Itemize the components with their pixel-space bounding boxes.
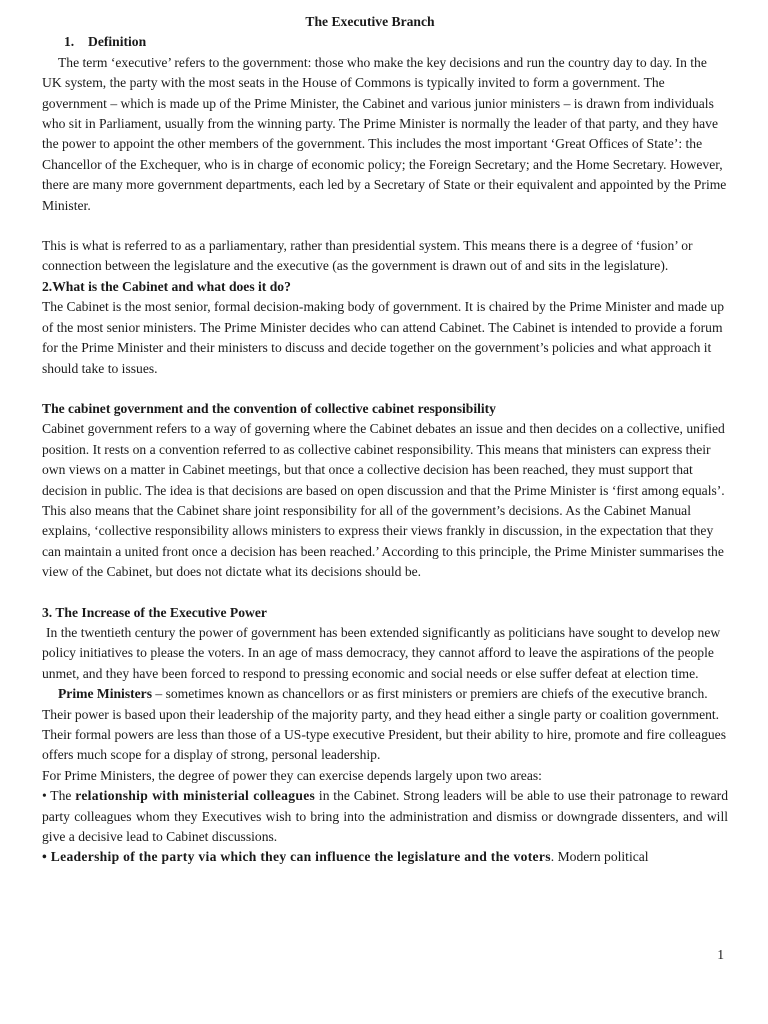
definition-paragraph: The term ‘executive’ refers to the government: those who make the key decisions and run the country day to day. In the UK system, the party with the most seats in the House of Commons is typically invited to form a government. The government – which is made up of the Prime Minister, the Cabinet and various junior ministers – is drawn from individuals who sit in Parliament, usually from the winning party. The Prime Minister is normally the leader of that party, and they have the power to appoint the other members of the government. This includes the most important ‘Great Offices of State’: the Chancellor of the Exchequer, who is in charge of economic policy; the Foreign Secretary; and the Home Secretary. However, there are many more government departments, each led by a Secretary of State or their equivalent and appointed by the Prime Minister. xyxy=(42,54,727,213)
bullet-ministerial-colleagues xyxy=(42,786,728,847)
prime-ministers-term: Prime Ministers xyxy=(58,686,152,702)
bullet-bold-text: relationship with ministerial colleagues xyxy=(75,788,316,804)
section-number: 1. xyxy=(64,34,75,50)
section-heading-definition xyxy=(42,32,728,52)
bullet-text: in the Cabinet. Strong leaders will be able to use their patronage to reward party colleagues whom they Executives wish to bring into the administration and dismiss or downgrade dissenters, and will give a decisive lead to Cabinet discussions. xyxy=(42,788,729,845)
two-areas-paragraph: For Prime Ministers, the degree of power they can exercise depends largely upon two areas: xyxy=(42,767,542,783)
executive-power-paragraph: In the twentieth century the power of government has been extended significantly as politicians have sought to develop new policy initiatives to please the voters. In an age of mass democracy, they cannot afford to leave the aspirations of the people unmet, and they have been forced to respond to pressing economic and social needs or else suffer defeat at election time. xyxy=(42,624,721,681)
bullet-prefix: • The xyxy=(42,788,76,804)
page-number: 1 xyxy=(717,947,724,962)
cabinet-paragraph: The Cabinet is the most senior, formal decision-making body of government. It is chaired by the Prime Minister and made up of the most senior ministers. The Prime Minister decides who can attend Cabinet. The Cabinet is intended to provide a forum for the Prime Minister and their ministers to discuss and decide together on the government’s policies and what approach it should take to issues. xyxy=(42,299,725,376)
subheading-collective-responsibility: The cabinet government and the convention of collective cabinet responsibility xyxy=(42,400,496,416)
bullet-bold-text: • Leadership of the party via which they can influence the legislature and the voters xyxy=(42,849,551,865)
prime-ministers-paragraph xyxy=(42,684,728,766)
bullet-text: . Modern political xyxy=(550,849,649,865)
document-page xyxy=(42,12,728,868)
collective-responsibility-paragraph: Cabinet government refers to a way of governing where the Cabinet debates an issue and then decides on a collective, unified position. It rests on a convention referred to as collective cabinet responsibility. This means that ministers can express their own views on a matter in Cabinet meetings, but that once a collective decision has been reached, they must support that decision in public. The idea is that decisions are based on open discussion and that the Prime Minister is ‘first among equals’. This also means that the Cabinet share joint responsibility for all of the government’s decisions. As the Cabinet Manual explains, ‘collective responsibility allows ministers to express their views frankly in discussion, in the expectation that they can maintain a united front once a decision has been reached.’ According to this principle, the Prime Minister summarises the view of the Cabinet, but does not dictate what its decisions should be. xyxy=(42,421,725,580)
prime-ministers-text: – sometimes known as chancellors or as first ministers or premiers are chiefs of the executive branch. Their power is based upon their leadership of the majority party, and they head either a single party or coalition government. Their formal powers are less than those of a US-type executive President, but their ability to hire, promote and fire colleagues offers much scope for a display of strong, personal leadership. xyxy=(42,686,727,763)
section-heading-cabinet: 2.What is the Cabinet and what does it do? xyxy=(42,278,291,294)
parliamentary-system-paragraph: This is what is referred to as a parliamentary, rather than presidential system. This means there is a degree of ‘fusion’ or connection between the legislature and the executive (as the government is drawn out of and sits in the legislature). xyxy=(42,238,693,274)
document-title: The Executive Branch xyxy=(305,14,435,29)
section-heading-text: Definition xyxy=(88,34,147,50)
bullet-party-leadership xyxy=(42,847,728,867)
section-heading-executive-power: 3. The Increase of the Executive Power xyxy=(42,604,267,620)
